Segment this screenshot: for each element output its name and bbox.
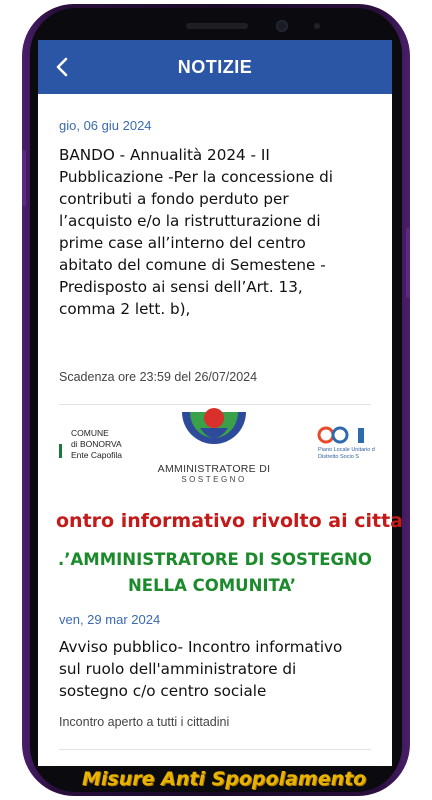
news-date: gio, 06 giu 2024 <box>59 118 152 133</box>
logo-text: Ente Capofila <box>71 450 123 460</box>
news-title-line: abitato del comune di Semestene - <box>59 256 326 274</box>
news-banner-image <box>38 412 403 608</box>
news-title-line: sul ruolo dell'amministratore di <box>59 660 297 678</box>
news-list <box>38 94 403 790</box>
volume-button <box>22 150 26 206</box>
banner-subheadline: .’AMMINISTRATORE DI SOSTEGNO <box>58 550 372 569</box>
banner-subheadline: NELLA COMUNITA’ <box>128 576 297 595</box>
page-title: NOTIZIE <box>177 57 253 77</box>
logo-text: di BONORVA <box>71 439 122 449</box>
proximity-sensor <box>314 23 320 29</box>
news-title <box>59 636 379 702</box>
comune-logo <box>59 428 122 461</box>
news-title-line: BANDO - Annualità 2024 - II <box>59 146 270 164</box>
news-banner-image <box>38 758 392 798</box>
banner-headline: ontro informativo rivolto ai citta <box>56 510 403 532</box>
news-title-line: l’acquisto e/o la ristrutturazione di <box>59 212 321 230</box>
news-title-line: Predisposto ai sensi dell’Art. 13, <box>59 278 303 296</box>
logo-title: AMMINISTRATORE DI <box>157 463 271 475</box>
front-camera-icon <box>276 20 288 32</box>
banner-headline: Misure Anti Spopolamento <box>82 768 367 790</box>
logo-text: Distretto Socio S <box>318 454 359 460</box>
news-date: ven, 29 mar 2024 <box>59 612 161 627</box>
news-subtitle: Incontro aperto a tutti i cittadini <box>59 715 230 729</box>
speaker-grill <box>186 23 248 29</box>
logo-subtitle: SOSTEGNO <box>181 475 247 484</box>
news-subtitle: Scadenza ore 23:59 del 26/07/2024 <box>59 370 258 384</box>
amministratore-logo <box>154 412 274 484</box>
divider <box>59 749 371 750</box>
app-bar <box>38 40 392 94</box>
news-title-line: Avviso pubblico- Incontro informativo <box>59 638 343 656</box>
news-title-line: sostegno c/o centro sociale <box>59 682 267 700</box>
plus-logo <box>318 426 378 461</box>
news-title <box>59 144 379 320</box>
news-title-line: comma 2 lett. b), <box>59 300 191 318</box>
app-screen <box>38 40 403 790</box>
power-button <box>406 228 410 298</box>
divider <box>59 404 371 405</box>
news-title-line: contributi a fondo perduto per <box>59 190 289 208</box>
news-title-line: prime case all’interno del centro <box>59 234 306 252</box>
logo-text: Piano Locale Unitario d <box>318 447 375 453</box>
news-title-line: Pubblicazione -Per la concessione di <box>59 168 333 186</box>
logo-text: COMUNE <box>71 428 109 438</box>
